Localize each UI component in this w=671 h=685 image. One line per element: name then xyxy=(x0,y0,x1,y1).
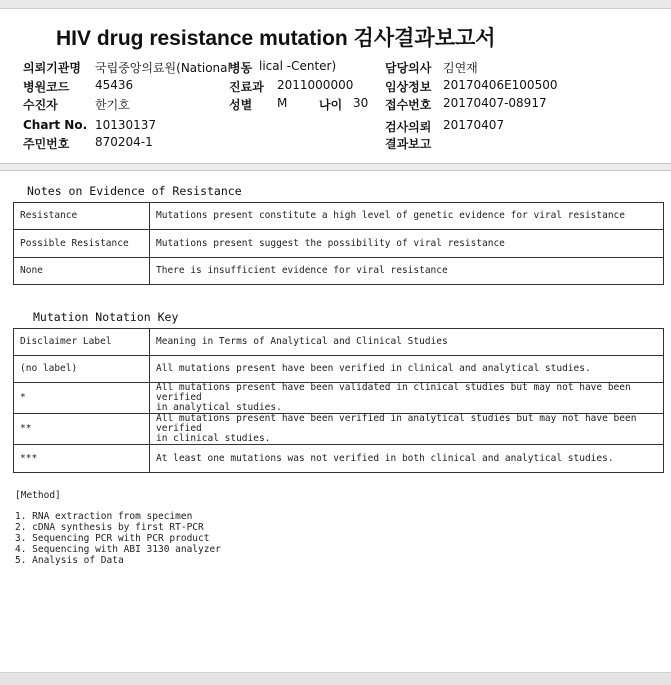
clinical-info-value: 20170406E100500 xyxy=(443,78,558,92)
chart-no-value: 10130137 xyxy=(95,118,157,132)
notation-text-line: At least one mutations was not verified in both clinical and analytical studies. xyxy=(156,452,614,464)
table-row xyxy=(14,383,664,414)
list-item: 1. RNA extraction from specimen xyxy=(15,511,193,522)
evidence-text: Mutations present constitute a high level of genetic evidence for viral resistance xyxy=(150,203,664,230)
notation-text-line: in clinical studies. xyxy=(156,433,271,444)
notation-text xyxy=(150,445,664,473)
evidence-table xyxy=(13,202,664,285)
section-divider xyxy=(0,163,671,171)
evidence-section-title: Notes on Evidence of Resistance xyxy=(27,184,242,198)
notation-label: (no label) xyxy=(14,356,150,383)
notation-text-line: All mutations present have been verified in clinical and analytical studies. xyxy=(156,363,591,374)
request-value: 20170407 xyxy=(443,118,505,132)
notation-label: ** xyxy=(14,414,150,445)
report-label: 결과보고 xyxy=(385,137,432,151)
table-row xyxy=(14,414,664,445)
receipt-value: 20170407-08917 xyxy=(443,96,547,110)
physician-label: 담당의사 xyxy=(385,61,432,75)
ward-label: 병동 xyxy=(229,61,253,75)
patient-label: 수진자 xyxy=(23,98,58,112)
evidence-label: None xyxy=(14,258,150,285)
table-row xyxy=(14,445,664,473)
id-number-label: 주민번호 xyxy=(23,137,70,151)
sex-label: 성별 xyxy=(229,98,253,112)
method-title: [Method] xyxy=(15,490,61,501)
physician-value: 김연재 xyxy=(443,61,478,75)
notation-text-line: in analytical studies. xyxy=(156,402,282,413)
patient-value: 한기호 xyxy=(95,98,130,112)
list-item: 3. Sequencing PCR with PCR product xyxy=(15,533,210,544)
notation-table xyxy=(13,328,664,473)
ward-value: lical -Center) xyxy=(259,59,337,73)
list-item: 4. Sequencing with ABI 3130 analyzer xyxy=(15,544,221,555)
clinical-info-label: 임상정보 xyxy=(385,80,432,94)
chart-no-label: Chart No. xyxy=(23,118,88,132)
bottom-bar xyxy=(0,672,671,685)
request-label: 검사의뢰 xyxy=(385,120,432,134)
table-row xyxy=(14,356,664,383)
institution-label: 의뢰기관명 xyxy=(23,61,81,75)
notation-label: *** xyxy=(14,445,150,473)
notation-text xyxy=(150,414,664,445)
evidence-text: Mutations present suggest the possibility of viral resistance xyxy=(150,230,664,258)
notation-section-title: Mutation Notation Key xyxy=(33,310,179,324)
table-row xyxy=(14,203,664,230)
notation-text-line: All mutations present have been verified in analytical studies but may not have been verified xyxy=(156,413,637,434)
evidence-label: Possible Resistance xyxy=(14,230,150,258)
method-list xyxy=(15,511,221,566)
top-bar xyxy=(0,0,671,9)
institution-value: 국립중앙의료원(National xyxy=(95,61,231,75)
list-item: 2. cDNA synthesis by first RT-PCR xyxy=(15,522,204,533)
sex-value: M xyxy=(277,96,288,110)
notation-label: Disclaimer Label xyxy=(14,329,150,356)
notation-text xyxy=(150,383,664,414)
dept-value: 2011000000 xyxy=(277,78,354,92)
hospital-code-label: 병원코드 xyxy=(23,80,70,94)
report-title: HIV drug resistance mutation 검사결과보고서 xyxy=(56,27,496,50)
table-row xyxy=(14,329,664,356)
receipt-label: 접수번호 xyxy=(385,98,432,112)
age-value: 30 xyxy=(353,96,369,110)
list-item: 5. Analysis of Data xyxy=(15,555,124,566)
notation-label: * xyxy=(14,383,150,414)
evidence-text: There is insufficient evidence for viral resistance xyxy=(150,258,664,285)
notation-text xyxy=(150,356,664,383)
age-label: 나이 xyxy=(319,98,343,112)
dept-label: 진료과 xyxy=(229,80,264,94)
id-number-value: 870204-1 xyxy=(95,135,153,149)
notation-text-line: All mutations present have been validated in clinical studies but may not have been verified xyxy=(156,382,631,403)
hospital-code-value: 45436 xyxy=(95,78,134,92)
table-row xyxy=(14,230,664,258)
evidence-label: Resistance xyxy=(14,203,150,230)
table-row xyxy=(14,258,664,285)
notation-text-line: Meaning in Terms of Analytical and Clinical Studies xyxy=(156,336,448,347)
notation-text xyxy=(150,329,664,356)
